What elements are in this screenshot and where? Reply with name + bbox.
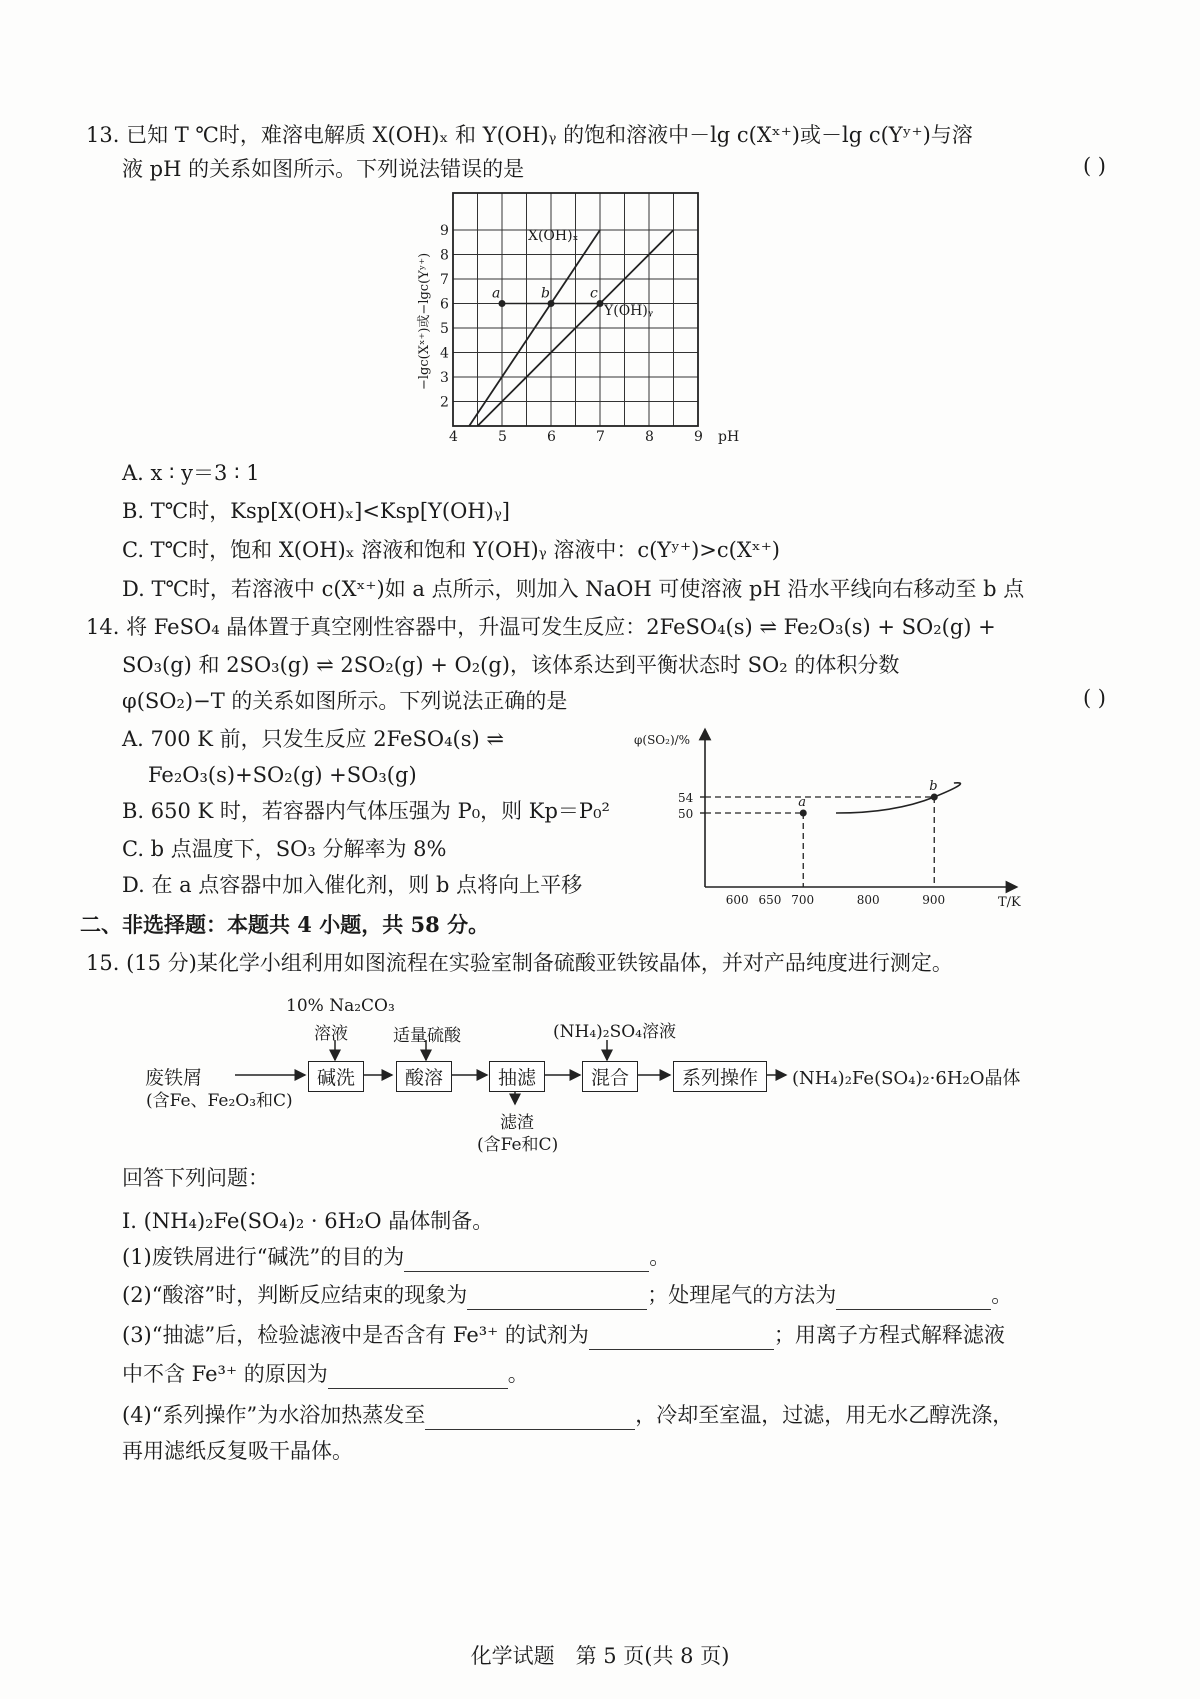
y-tick-label: 6: [440, 296, 449, 313]
q13-stem-line2: 液 pH 的关系如图所示。下列说法错误的是: [122, 157, 525, 181]
flow-residue-sub: (含Fe和C): [477, 1135, 559, 1155]
point-label-a: a: [492, 285, 501, 302]
flow-product: (NH₄)₂Fe(SO₄)₂·6H₂O晶体: [792, 1068, 1021, 1089]
flow-box-mix: 混合: [582, 1061, 638, 1092]
q15-sub3-end: 。: [507, 1362, 529, 1386]
flow-reagent-na2co3-solution: 溶液: [314, 1024, 348, 1044]
x-tick-label: 900: [922, 893, 946, 907]
q13-answer-paren: ( ): [1082, 154, 1106, 178]
q15-stem: 15. (15 分)某化学小组利用如图流程在实验室制备硫酸亚铁铵晶体，并对产品纯度进行测定。: [86, 951, 953, 975]
q13-y-axis-label: −lgc(Xˣ⁺)或−lgc(Yʸ⁺): [417, 252, 432, 390]
q15-sub2-end: 。: [991, 1283, 1013, 1307]
flow-input-sub: (含Fe、Fe₂O₃和C): [146, 1091, 293, 1111]
q15-sub4-mid: ，冷却至室温，过滤，用无水乙醇洗涤，: [635, 1403, 1014, 1427]
flow-reagent-na2co3: 10% Na₂CO₃: [286, 996, 395, 1016]
x-tick-label: 700: [791, 893, 815, 907]
q15-sub2-blank2[interactable]: [836, 1285, 991, 1310]
q14-curve: [836, 783, 960, 813]
y-tick-label: 54: [678, 791, 694, 805]
q15-sub1-end: 。: [649, 1245, 671, 1269]
y-tick-label: 50: [678, 807, 694, 821]
q15-sub3-mid: ；用离子方程式解释滤液: [773, 1323, 1005, 1347]
q15-sub3-blank2[interactable]: [328, 1364, 508, 1389]
q13-option-d: D. T℃时，若溶液中 c(Xˣ⁺)如 a 点所示，则加入 NaOH 可使溶液 pH 沿水平线向右移动至 b 点: [122, 577, 1025, 601]
y-tick-label: 5: [440, 321, 449, 337]
flow-residue: 滤渣: [500, 1113, 534, 1133]
q14-y-axis-label: φ(SO₂)/%: [634, 733, 691, 747]
y-tick-label: 8: [440, 247, 449, 264]
y-tick-label: 9: [440, 223, 449, 239]
flow-input-label: 废铁屑: [145, 1067, 203, 1089]
q15-answer-intro: 回答下列问题：: [122, 1166, 269, 1190]
q14-option-a-cont: Fe₂O₃(s)+SO₂(g) +SO₃(g): [148, 763, 417, 787]
q14-option-d: D. 在 a 点容器中加入催化剂，则 b 点将向上平移: [122, 873, 583, 897]
q14-chart: [620, 722, 1030, 912]
q15-sub2-text: (2)“酸溶”时，判断反应结束的现象为: [122, 1283, 468, 1307]
q14-option-a: A. 700 K 前，只发生反应 2FeSO₄(s) ⇌: [122, 727, 504, 751]
q15-sub2-mid: ；处理尾气的方法为: [647, 1283, 837, 1307]
point-label-b: b: [929, 779, 938, 794]
x-tick-label: 800: [856, 893, 880, 907]
q13-chart-points: [492, 286, 604, 308]
q14-stem-line1: 14. 将 FeSO₄ 晶体置于真空刚性容器中，升温可发生反应：2FeSO₄(s) ⇌ Fe₂O₃(s) + SO₂(g) +: [86, 615, 996, 639]
q15-sub2-blank1[interactable]: [467, 1285, 647, 1310]
q13-series-y-label: Y(OH)ᵧ: [604, 303, 654, 319]
q15-sub1-blank[interactable]: [404, 1247, 649, 1272]
q14-chart-ticks: [678, 791, 945, 907]
q15-sub4-cont: 再用滤纸反复吸干晶体。: [122, 1439, 353, 1463]
q14-stem-line2: SO₃(g) 和 2SO₃(g) ⇌ 2SO₂(g) + O₂(g)，该体系达到平衡状态时 SO₂ 的体积分数: [122, 653, 900, 677]
q14-x-axis-label: T/K: [998, 895, 1021, 910]
flow-box-series-ops: 系列操作: [673, 1061, 767, 1092]
q13-chart: [388, 188, 748, 458]
q14-answer-paren: ( ): [1082, 686, 1106, 710]
point-a: [800, 810, 807, 817]
q13-x-axis-label: pH: [718, 429, 740, 445]
x-tick-label: 5: [498, 429, 507, 445]
q13-series-x-label: X(OH)ₓ: [528, 228, 579, 244]
q13-stem-line1: 13. 已知 T ℃时，难溶电解质 X(OH)ₓ 和 Y(OH)ᵧ 的饱和溶液中－lg c(Xˣ⁺)或－lg c(Yʸ⁺)与溶: [86, 123, 973, 147]
page-footer: 化学试题 第 5 页(共 8 页): [470, 1644, 730, 1668]
q15-sub3-blank1[interactable]: [589, 1325, 774, 1350]
q15-sub4-blank[interactable]: [425, 1405, 635, 1430]
x-tick-label: 4: [449, 429, 458, 445]
q15-sub4: [122, 1400, 1013, 1430]
y-tick-label: 4: [440, 345, 449, 362]
x-tick-label: 650: [758, 893, 782, 907]
q15-part-one: Ⅰ. (NH₄)₂Fe(SO₄)₂ · 6H₂O 晶体制备。: [122, 1209, 494, 1233]
x-tick-label: 7: [596, 429, 605, 445]
q13-option-a: A. x ∶ y＝3 ∶ 1: [122, 461, 260, 485]
x-tick-label: 600: [725, 893, 749, 907]
q15-sub1-text: (1)废铁屑进行“碱洗”的目的为: [122, 1245, 405, 1269]
q15-sub3-cont: [122, 1359, 529, 1389]
y-tick-label: 3: [440, 370, 449, 386]
flow-box-alkali-wash: 碱洗: [308, 1061, 364, 1092]
section-two-heading: 二、非选择题：本题共 4 小题，共 58 分。: [80, 912, 490, 937]
y-tick-label: 2: [440, 394, 449, 411]
q15-sub4-text: (4)“系列操作”为水浴加热蒸发至: [122, 1403, 426, 1427]
point-b: [931, 794, 938, 801]
q15-sub2: [122, 1280, 1012, 1310]
point-label-c: c: [590, 285, 598, 302]
q14-chart-guides: [705, 797, 934, 887]
x-tick-label: 9: [694, 429, 703, 445]
q15-sub3-cont-text: 中不含 Fe³⁺ 的原因为: [122, 1362, 328, 1386]
x-tick-label: 8: [645, 429, 654, 445]
flow-reagent-h2so4: 适量硫酸: [393, 1026, 461, 1046]
q14-chart-points: [798, 779, 938, 817]
q13-option-c: C. T℃时，饱和 X(OH)ₓ 溶液和饱和 Y(OH)ᵧ 溶液中：c(Yʸ⁺)>c(Xˣ⁺): [122, 538, 780, 562]
flow-reagent-nh4so4: (NH₄)₂SO₄溶液: [553, 1022, 676, 1042]
q14-option-b: B. 650 K 时，若容器内气体压强为 P₀，则 Kp＝P₀²: [122, 799, 610, 823]
point-label-a: a: [798, 795, 807, 810]
q15-sub1: [122, 1242, 670, 1272]
q14-option-c: C. b 点温度下，SO₃ 分解率为 8%: [122, 837, 447, 861]
q15-sub3: [122, 1320, 1005, 1350]
q14-stem-line3: φ(SO₂)−T 的关系如图所示。下列说法正确的是: [122, 689, 568, 713]
flow-box-suction-filter: 抽滤: [489, 1061, 545, 1092]
q13-option-b: B. T℃时，Ksp[X(OH)ₓ]<Ksp[Y(OH)ᵧ]: [122, 499, 510, 523]
point-label-b: b: [541, 285, 550, 302]
x-tick-label: 6: [547, 429, 556, 445]
y-tick-label: 7: [440, 272, 449, 288]
flow-box-acid-dissolve: 酸溶: [396, 1061, 452, 1092]
q15-sub3-text: (3)“抽滤”后，检验滤液中是否含有 Fe³⁺ 的试剂为: [122, 1323, 589, 1347]
